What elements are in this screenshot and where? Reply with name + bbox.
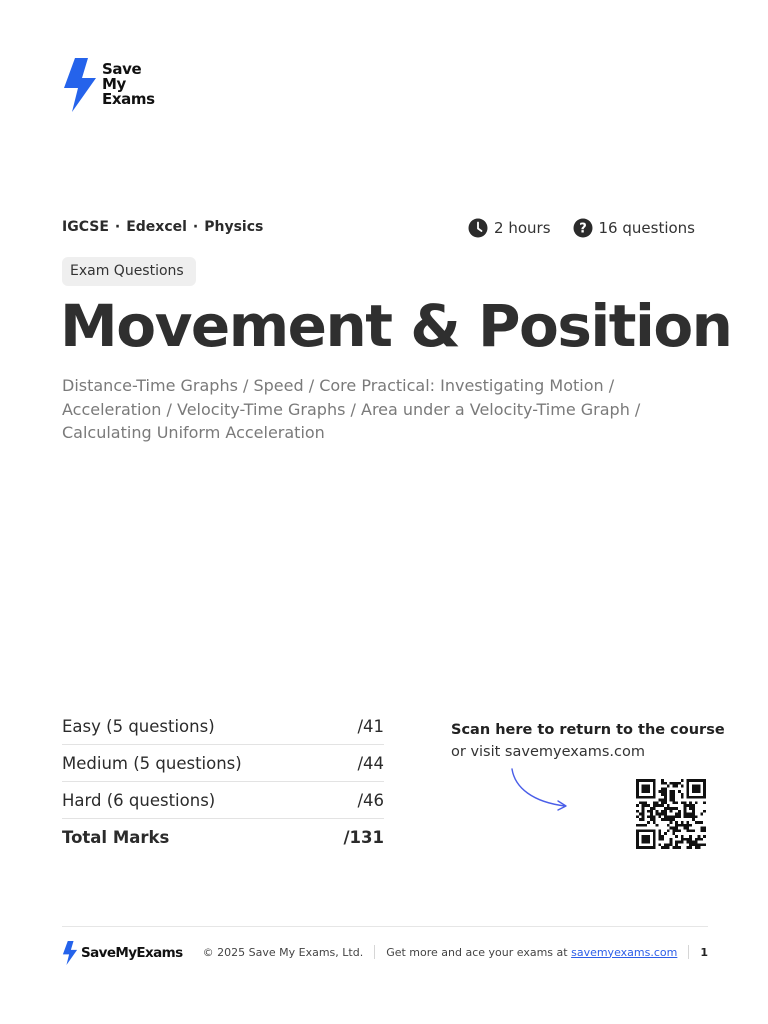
marks-value: /44 <box>357 753 384 773</box>
footer-logo <box>62 940 183 966</box>
footer-cta <box>386 946 677 959</box>
difficulty-label: Medium (5 questions) <box>62 753 242 773</box>
clock-icon <box>468 218 488 238</box>
breadcrumb-separator: · <box>192 219 199 235</box>
total-value: /131 <box>343 827 384 847</box>
footer-separator <box>374 945 375 959</box>
table-row <box>62 708 384 745</box>
page-title: Movement & Position <box>60 292 732 360</box>
footer-info <box>203 945 708 959</box>
footer-separator <box>688 945 689 959</box>
qr-heading: Scan here to return to the course <box>451 722 725 738</box>
footer-brand-name: SaveMyExams <box>81 945 183 961</box>
cta-text: Get more and ace your exams at <box>386 945 572 959</box>
breadcrumb-subject: Physics <box>204 219 264 235</box>
category-tag: Exam Questions <box>62 257 196 286</box>
difficulty-label: Easy (5 questions) <box>62 716 215 736</box>
total-label: Total Marks <box>62 827 170 847</box>
marks-value: /41 <box>357 716 384 736</box>
table-row <box>62 782 384 819</box>
page-number: 1 <box>700 945 708 959</box>
svg-text:?: ? <box>578 221 587 237</box>
question-icon <box>573 218 593 238</box>
breadcrumb-separator: · <box>114 219 121 235</box>
brand-wordmark <box>102 62 155 107</box>
breadcrumb-level: IGCSE <box>62 219 109 235</box>
duration-text: 2 hours <box>494 219 551 237</box>
breadcrumb-board: Edexcel <box>126 219 187 235</box>
curved-arrow-icon <box>505 766 575 814</box>
brand-line-3: Exams <box>102 90 155 108</box>
footer-divider <box>62 926 708 927</box>
lightning-bolt-icon <box>62 940 78 966</box>
brand-line-2: My <box>102 75 126 93</box>
questions-info <box>573 218 695 238</box>
website-link[interactable]: savemyexams.com <box>571 945 678 959</box>
qr-code[interactable] <box>634 779 708 849</box>
difficulty-label: Hard (6 questions) <box>62 790 216 810</box>
marks-value: /46 <box>357 790 384 810</box>
duration-info <box>468 218 550 238</box>
exam-meta <box>468 218 695 238</box>
topic-list: Distance-Time Graphs / Speed / Core Practical: Investigating Motion / Acceleration / Velocity-Time Graphs / Area under a Velocity-Time Graph / Calculating Uniform Acceleration <box>62 376 641 442</box>
brand-logo <box>62 58 172 114</box>
marks-table <box>62 708 384 855</box>
copyright-text: © 2025 Save My Exams, Ltd. <box>202 945 364 959</box>
total-row <box>62 819 384 855</box>
qr-subheading: or visit savemyexams.com <box>451 744 645 760</box>
brand-line-1: Save <box>102 60 142 78</box>
lightning-bolt-icon <box>62 58 98 112</box>
breadcrumb <box>62 219 263 235</box>
table-row <box>62 745 384 782</box>
questions-text: 16 questions <box>598 219 695 237</box>
